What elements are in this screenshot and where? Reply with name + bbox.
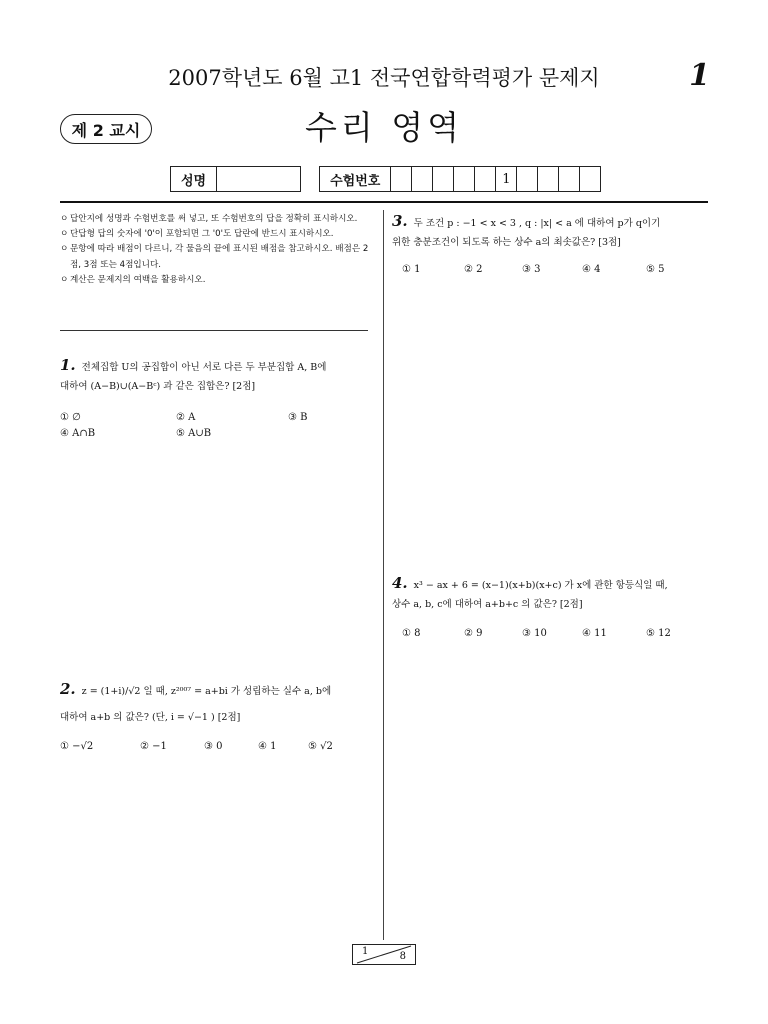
total-pages: 8 — [399, 951, 406, 962]
bullet-icon: ㅇ — [60, 229, 69, 240]
bullet-icon: ㅇ — [60, 244, 69, 255]
exam-number-cell[interactable]: 1 — [496, 166, 517, 192]
exam-number-cell[interactable] — [538, 166, 559, 192]
bullet-icon: ㅇ — [60, 214, 69, 224]
question-line: 전체집합 U의 공집합이 아닌 서로 다른 두 부분집합 A, B에 — [81, 362, 327, 373]
choice-list — [60, 741, 376, 752]
choice[interactable]: ⑤ √2 — [308, 741, 333, 752]
choice[interactable]: ③ 3 — [522, 264, 541, 275]
question-text — [60, 676, 376, 731]
exam-number-cell[interactable] — [517, 166, 538, 192]
header-rule — [60, 201, 708, 203]
question-3 — [392, 212, 708, 275]
question-number: 1. — [60, 356, 76, 374]
question-number: 4. — [392, 574, 408, 592]
choice[interactable]: ⑤ 5 — [646, 264, 665, 275]
question-2 — [60, 676, 376, 752]
instruction-text: 답안지에 성명과 수험번호를 써 넣고, 또 수험번호의 답을 정확히 표시하시오. — [70, 214, 358, 224]
exam-number-cell[interactable] — [559, 166, 580, 192]
column-divider — [383, 210, 384, 940]
choice[interactable]: ① 1 — [402, 264, 421, 275]
period-badge: 제 2 교시 — [60, 114, 152, 144]
choice[interactable]: ② 9 — [464, 628, 483, 639]
choice[interactable]: ④ A∩B — [60, 428, 96, 439]
page-number: 1 — [689, 58, 710, 93]
question-line: 대하여 a+b 의 값은? (단, i = √−1 ) [2점] — [60, 712, 241, 723]
choice[interactable]: ① 8 — [402, 628, 421, 639]
instruction-text: 단답형 답의 숫자에 '0'이 포함되면 그 '0'도 답란에 반드시 표시하시오. — [70, 229, 334, 240]
instruction-text: 계산은 문제지의 여백을 활용하시오. — [70, 274, 206, 285]
choice[interactable]: ① −√2 — [60, 741, 94, 752]
question-text — [392, 212, 708, 252]
instructions-rule — [60, 330, 368, 331]
instruction-item — [60, 273, 378, 288]
question-number: 3. — [392, 212, 408, 230]
subject-title: 수리 영역 — [304, 108, 463, 147]
instruction-item — [60, 227, 378, 242]
choice[interactable]: ② 2 — [464, 264, 483, 275]
question-line: 대하여 (A−B)∪(A−Bᶜ) 과 같은 집합은? [2점] — [60, 381, 256, 392]
question-text — [392, 574, 708, 614]
choice[interactable]: ① ∅ — [60, 412, 81, 423]
exam-number-cell[interactable] — [391, 166, 412, 192]
student-id-row — [170, 166, 601, 192]
exam-number-cell[interactable] — [412, 166, 433, 192]
exam-number-cell[interactable] — [475, 166, 496, 192]
page-indicator — [352, 944, 416, 965]
question-4 — [392, 574, 708, 639]
question-line: x³ − ax + 6 = (x−1)(x+b)(x+c) 가 x에 관한 항등식일 때, — [413, 580, 668, 591]
question-1 — [60, 356, 376, 442]
instructions — [60, 212, 378, 288]
choice[interactable]: ④ 11 — [582, 628, 607, 639]
question-text — [60, 356, 376, 396]
question-line: 상수 a, b, c에 대하여 a+b+c 의 값은? [2점] — [392, 599, 583, 610]
exam-header-title: 2007학년도 6월 고1 전국연합학력평가 문제지 — [168, 66, 600, 90]
choice-list — [392, 628, 708, 639]
choice[interactable]: ④ 4 — [582, 264, 601, 275]
instruction-text: 문항에 따라 배점이 다르니, 각 물음의 끝에 표시된 배점을 참고하시오. 배점은 2점, 3점 또는 4점입니다. — [70, 244, 369, 270]
exam-number-cell[interactable] — [580, 166, 601, 192]
name-label: 성명 — [170, 166, 217, 192]
bullet-icon: ㅇ — [60, 274, 69, 285]
instruction-item — [60, 242, 378, 272]
question-line: 위한 충분조건이 되도록 하는 상수 a의 최솟값은? [3점] — [392, 237, 621, 248]
choice[interactable]: ③ 0 — [204, 741, 223, 752]
instruction-item — [60, 212, 378, 227]
choice[interactable]: ④ 1 — [258, 741, 277, 752]
exam-number-label: 수험번호 — [319, 166, 391, 192]
question-line: 두 조건 p : −1 < x < 3 , q : |x| < a 에 대하여 p가 q이기 — [413, 218, 661, 229]
choice[interactable]: ⑤ A∪B — [176, 428, 212, 439]
choice[interactable]: ③ 10 — [522, 628, 547, 639]
choice-list — [60, 410, 376, 442]
choice-list — [392, 264, 708, 275]
choice[interactable]: ② A — [176, 412, 196, 423]
current-page: 1 — [362, 946, 369, 957]
name-field[interactable] — [217, 166, 301, 192]
question-number: 2. — [60, 680, 76, 698]
exam-number-cell[interactable] — [454, 166, 475, 192]
exam-number-cell[interactable] — [433, 166, 454, 192]
choice[interactable]: ② −1 — [140, 741, 167, 752]
question-line: z = (1+i)/√2 일 때, z²⁰⁰⁷ = a+bi 가 성립하는 실수 a, b에 — [81, 686, 332, 697]
choice[interactable]: ⑤ 12 — [646, 628, 671, 639]
choice[interactable]: ③ B — [288, 412, 308, 423]
